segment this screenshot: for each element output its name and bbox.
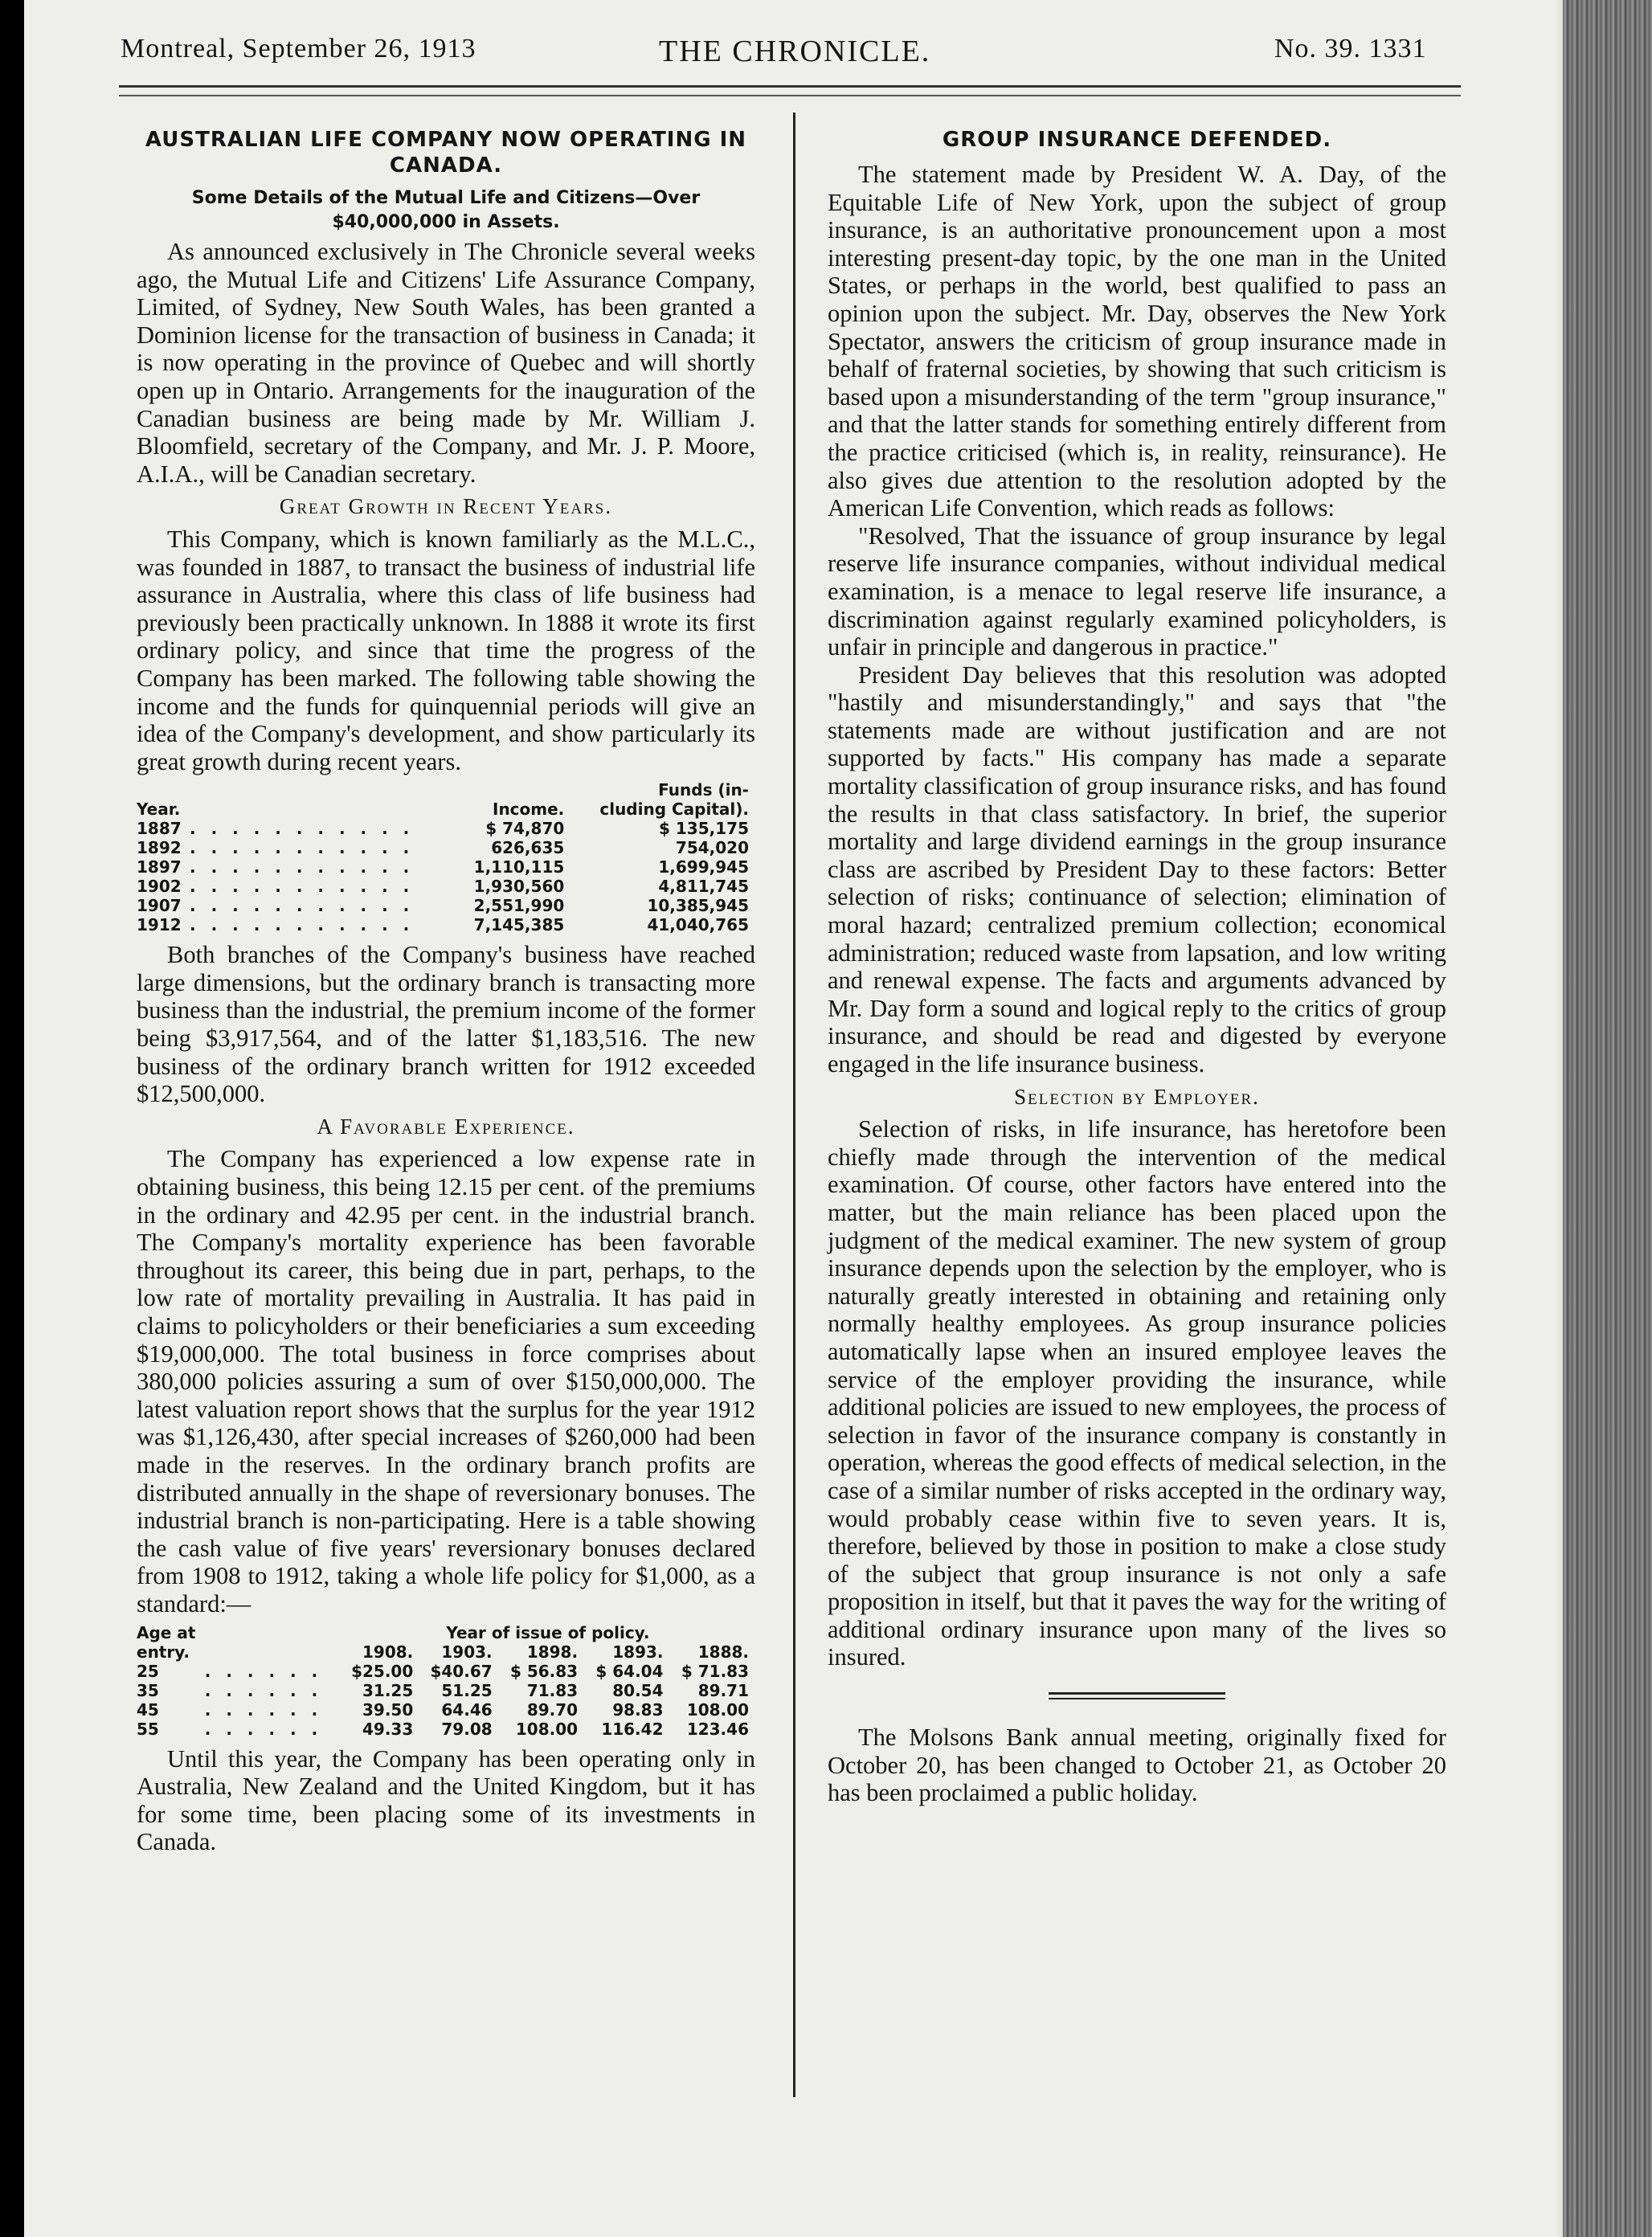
article-paragraph: Until this year, the Company has been operating only in Australia, New Zealand and the United Kingdom, but it has for some time, been placing some of its investments in Canada.: [137, 1744, 755, 1856]
header-rule: [119, 95, 1461, 96]
article-paragraph: This Company, which is known familiarly as the M.L.C., was founded in 1887, to transact the business of industrial life assurance in Australia, where this class of life business had previously been practically unknown. In 1888 it wrote its first ordinary policy, and since that time the progress of the Company has been marked. The following table showing the income and the funds for quinquennial periods will give an idea of the Company's development, and show particularly its great growth during recent years.: [137, 525, 755, 775]
book-binding: [1563, 0, 1652, 2237]
section-heading: A Favorable Experience.: [317, 1114, 575, 1139]
table-header-span: Year of issue of policy.: [446, 1622, 650, 1642]
section-heading: Great Growth in Recent Years.: [279, 494, 613, 519]
article-paragraph: President Day believes that this resolution was adopted "hastily and misunderstandingly," and says that "the statements made are without justification and are not supported by facts." His company has made a separate mortality classification of group insurance risks, and has found the results in that class satisfactory. In brief, the superior mortality and large dividend earnings in the group insurance class are ascribed by President Day to these factors: Better selection of risks; continuance of selection; elimination of moral hazard; centralized premium collection; economical administration; reduced waste from lapsation, and low writing and renewal expense. The facts and arguments advanced by Mr. Day form a sound and logical reply to the critics of group insurance, and should be read and digested by everyone engaged in the life insurance business.: [828, 660, 1446, 1078]
table-header-year: Year.: [137, 800, 181, 820]
article-paragraph: Selection of risks, in life insurance, has heretofore been chiefly made through the intervention of the medical examination. Of course, other factors have entered into the matter, but the main reliance has been placed upon the judgment of the medical examiner. The new system of group insurance depends upon the selection by the employer, who is naturally greatly interested in obtaining and retaining only normally healthy employees. As group insurance policies automatically lapse when an insured employee leaves the service of the employer providing the insurance, while additional policies are issued to new employees, the process of selection in favor of the insurance company is constantly in operation, whereas the good effects of medical selection, in the case of a similar number of risks accepted in the ordinary way, would probably cease within five to seven years. It is, therefore, believed by those in position to make a close study of the subject that group insurance is not only a safe proposition in itself, but that it paves the way for the writing of additional ordinary insurance upon many of the lives so insured.: [828, 1115, 1446, 1671]
table-header-funds-2: cluding Capital).: [599, 800, 749, 820]
article-paragraph: As announced exclusively in The Chronicle several weeks ago, the Mutual Life and Citizens' Life Assurance Company, Limited, of Sydney, New South Wales, has been granted a Dominion license for the transaction of business in Canada; it is now operating in the province of Quebec and will shortly open up in Ontario. Arrangements for the inauguration of the Canadian business are being made by Mr. William J. Bloomfield, secretary of the Company, and Mr. J. P. Moore, A.I.A., will be Canadian secretary.: [137, 238, 755, 488]
header-masthead: THE CHRONICLE.: [659, 35, 931, 68]
left-column: [137, 121, 755, 1856]
table-row: 25 . . . . . . $25.00 $40.67 $ 56.83 $ 64.04 $ 71.83: [137, 1661, 749, 1681]
column-divider: [793, 112, 795, 2097]
newspaper-page: [24, 0, 1567, 2237]
section-heading: Selection by Employer.: [1014, 1084, 1260, 1109]
table-row: 1887 . . . . . . . . . . . $ 74,870 $ 135,175: [137, 819, 749, 839]
table-row: 45 . . . . . . 39.50 64.46 89.70 98.83 108.00: [137, 1699, 749, 1720]
table-row: 1902 . . . . . . . . . . . 1,930,560 4,811,745: [137, 877, 749, 897]
bonus-table: Age at Year of issue of policy. entry. 1908. 1903. 1898. 1893. 1888. 25 . . . . . . $25.00 $40.67 $ 56.83 $ 64.04 $ 71.83 35 . . . . . . 31.25 51.25 71.83 80.54 89.71 45 . . . . . . 39.50 64.46 89.70 98.83 108.00 55 . . . . . . 49.33 79.08 108.00 116.42 123.46: [137, 1623, 755, 1739]
article-paragraph: Both branches of the Company's business have reached large dimensions, but the ordinary branch is transacting more business than the industrial, the premium income of the former being $3,917,564, and of the latter $1,183,516. The new business of the ordinary branch written for 1912 exceeded $12,500,000.: [137, 941, 755, 1108]
table-row: 1912 . . . . . . . . . . . 7,145,385 41,040,765: [137, 915, 749, 935]
table-row: 1897 . . . . . . . . . . . 1,110,115 1,699,945: [137, 857, 749, 877]
article-headline: AUSTRALIAN LIFE COMPANY NOW OPERATING IN CANADA.: [145, 128, 747, 178]
table-header-age-1: Age at: [137, 1622, 196, 1642]
separator-rule: [1049, 1698, 1225, 1699]
table-row: 1907 . . . . . . . . . . . 2,551,990 10,385,945: [137, 896, 749, 916]
article-paragraph: "Resolved, That the issuance of group insurance by legal reserve life insurance companies, without individual medical examination, is a menace to legal reserve life insurance, a discrimination against regularly examined policyholders, is unfair in principle and dangerous in practice.": [828, 521, 1446, 661]
table-row: 1892 . . . . . . . . . . . 626,635 754,020: [137, 838, 749, 858]
table-header-funds-1: Funds (in-: [658, 780, 749, 800]
income-funds-table: [137, 780, 755, 934]
table-row: 55 . . . . . . 49.33 79.08 108.00 116.42 123.46: [137, 1719, 749, 1739]
header-page-number: No. 39. 1331: [1274, 34, 1427, 63]
article-paragraph: The Company has experienced a low expense rate in obtaining business, this being 12.15 per cent. of the premiums in the ordinary and 42.95 per cent. in the industrial branch. The Company's mortality experience has been favorable throughout its career, this being due in part, perhaps, to the low rate of mortality prevailing in Australia. It has paid in claims to policyholders or their beneficiaries a sum exceeding $19,000,000. The total business in force comprises about 380,000 policies assuring a sum of over $150,000,000. The latest valuation report shows that the surplus for the year 1912 was $1,126,430, after special increases of $260,000 had been made in the reserves. In the ordinary branch profits are distributed annually in the shape of reversionary bonuses. The industrial branch is non-participating. Here is a table showing the cash value of five years' reversionary bonuses declared from 1908 to 1912, taking a whole life policy for $1,000, as a standard:—: [137, 1145, 755, 1617]
right-column: [828, 121, 1446, 1807]
article-paragraph: The statement made by President W. A. Day, of the Equitable Life of New York, upon the subject of group insurance, is an authoritative pronouncement upon a most interesting present-day topic, by the one man in the United States, or perhaps in the world, best qualified to pass an opinion upon the subject. Mr. Day, observes the New York Spectator, answers the criticism of group insurance made in behalf of fraternal societies, by showing that such criticism is based upon a misunderstanding of the term "group insurance," and that the latter stands for something entirely different from the practice criticised (which is, in reality, reinsurance). He also gives due attention to the resolution adopted by the American Life Convention, which reads as follows:: [828, 161, 1446, 522]
header-dateline: Montreal, September 26, 1913: [121, 34, 476, 63]
table-header-age-2: entry.: [137, 1642, 190, 1662]
article-subhead: Some Details of the Mutual Life and Citizens—Over $40,000,000 in Assets.: [191, 188, 701, 232]
table-header-income: Income.: [493, 800, 565, 820]
header-rule: [119, 85, 1461, 88]
news-note: The Molsons Bank annual meeting, originally fixed for October 20, has been changed to October 21, as October 20 has been proclaimed a public holiday.: [828, 1724, 1446, 1807]
table-row: 35 . . . . . . 31.25 51.25 71.83 80.54 89.71: [137, 1680, 749, 1700]
separator-rule: [1049, 1692, 1225, 1695]
article-headline: GROUP INSURANCE DEFENDED.: [942, 128, 1332, 152]
